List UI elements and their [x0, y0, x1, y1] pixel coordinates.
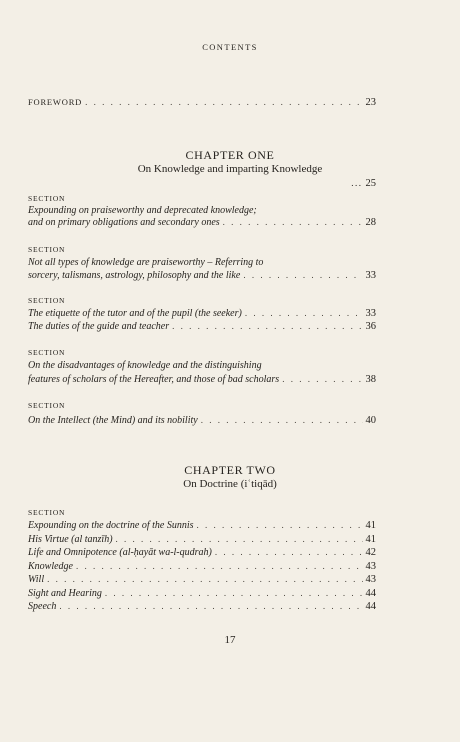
section-label: SECTION — [28, 194, 66, 203]
toc-entry[interactable] — [28, 216, 376, 229]
page-heading: CONTENTS — [202, 42, 258, 52]
toc-entry-page: 43 — [365, 561, 376, 572]
toc-entry-title: and on primary obligations and secondary ones — [28, 217, 220, 228]
leader-dots — [201, 414, 363, 427]
toc-entry[interactable] — [28, 533, 376, 546]
section-label: SECTION — [28, 296, 66, 305]
leader-dots — [215, 546, 363, 559]
leader-dots — [223, 216, 363, 229]
toc-entry-page: 23 — [365, 97, 376, 108]
chapter-one-page[interactable] — [330, 178, 376, 189]
toc-entry-foreword[interactable] — [28, 96, 376, 109]
toc-entry[interactable] — [28, 414, 376, 427]
toc-entry-title: Life and Omnipotence (al-ḥayāt wa-l-qudrah) — [28, 547, 212, 558]
toc-entry-page: 40 — [365, 415, 376, 426]
toc-entry[interactable] — [28, 573, 376, 586]
leader-dots — [105, 587, 363, 600]
toc-entry-page: 44 — [365, 588, 376, 599]
toc-entry-title: On the Intellect (the Mind) and its nobility — [28, 415, 198, 426]
leader-dots — [243, 269, 362, 282]
leader-dots — [76, 560, 363, 573]
section-label: SECTION — [28, 245, 66, 254]
toc-entry-title: Expounding on the doctrine of the Sunnis — [28, 520, 194, 531]
chapter-one-page-number: 25 — [365, 178, 376, 189]
toc-entry[interactable] — [28, 600, 376, 613]
toc-entry-page: 28 — [365, 217, 376, 228]
leader-dots — [116, 533, 363, 546]
toc-entry[interactable] — [28, 560, 376, 573]
toc-entry[interactable] — [28, 587, 376, 600]
chapter-one-title: CHAPTER ONE — [185, 148, 275, 162]
toc-entry-page: 33 — [365, 308, 376, 319]
page-number: 17 — [224, 634, 236, 646]
toc-entry-title: The etiquette of the tutor and of the pupil (the seeker) — [28, 308, 242, 319]
toc-entry-title: The duties of the guide and teacher — [28, 321, 170, 332]
toc-entry[interactable] — [28, 519, 376, 532]
toc-entry-page: 36 — [365, 321, 376, 332]
leader-dots — [59, 600, 362, 613]
toc-entry-line: On the disadvantages of knowledge and the distinguishing — [28, 360, 262, 371]
leader-dots — [245, 307, 363, 320]
chapter-two-title: CHAPTER TWO — [184, 463, 276, 477]
toc-entry-page: 41 — [365, 520, 376, 531]
toc-entry-page: 41 — [365, 534, 376, 545]
toc-entry[interactable] — [28, 307, 376, 320]
leader-dots — [197, 519, 363, 532]
chapter-one-subtitle: On Knowledge and imparting Knowledge — [137, 163, 323, 175]
leader-dots — [172, 320, 362, 333]
toc-entry[interactable] — [28, 269, 376, 282]
leader-dots: ... — [351, 178, 363, 188]
section-label: SECTION — [28, 508, 66, 517]
toc-entry-page: 44 — [365, 601, 376, 612]
section-label: SECTION — [28, 401, 66, 410]
toc-entry-title: sorcery, talismans, astrology, philosophy and the like — [28, 270, 241, 281]
toc-entry-title: features of scholars of the Hereafter, and those of bad scholars — [28, 374, 280, 385]
toc-entry-page: 42 — [365, 547, 376, 558]
toc-entry[interactable] — [28, 373, 376, 386]
toc-entry[interactable] — [28, 546, 376, 559]
toc-entry-title: Sight and Hearing — [28, 588, 102, 599]
toc-entry-title: FOREWORD — [28, 97, 83, 107]
toc-entry-page: 33 — [365, 270, 376, 281]
toc-entry-line: Expounding on praiseworthy and deprecated knowledge; — [28, 205, 257, 216]
leader-dots — [47, 573, 362, 586]
toc-entry[interactable] — [28, 320, 376, 333]
leader-dots — [282, 373, 362, 386]
toc-entry-title: Will — [28, 574, 45, 585]
toc-entry-title: Knowledge — [28, 561, 73, 572]
toc-entry-line: Not all types of knowledge are praiseworthy – Referring to — [28, 257, 264, 268]
toc-entry-title: Speech — [28, 601, 57, 612]
leader-dots — [85, 96, 362, 109]
toc-entry-page: 43 — [365, 574, 376, 585]
chapter-two-subtitle: On Doctrine (iʿtiqād) — [183, 478, 277, 490]
toc-entry-page: 38 — [365, 374, 376, 385]
toc-entry-title: His Virtue (al tanzīh) — [28, 534, 113, 545]
section-label: SECTION — [28, 348, 66, 357]
